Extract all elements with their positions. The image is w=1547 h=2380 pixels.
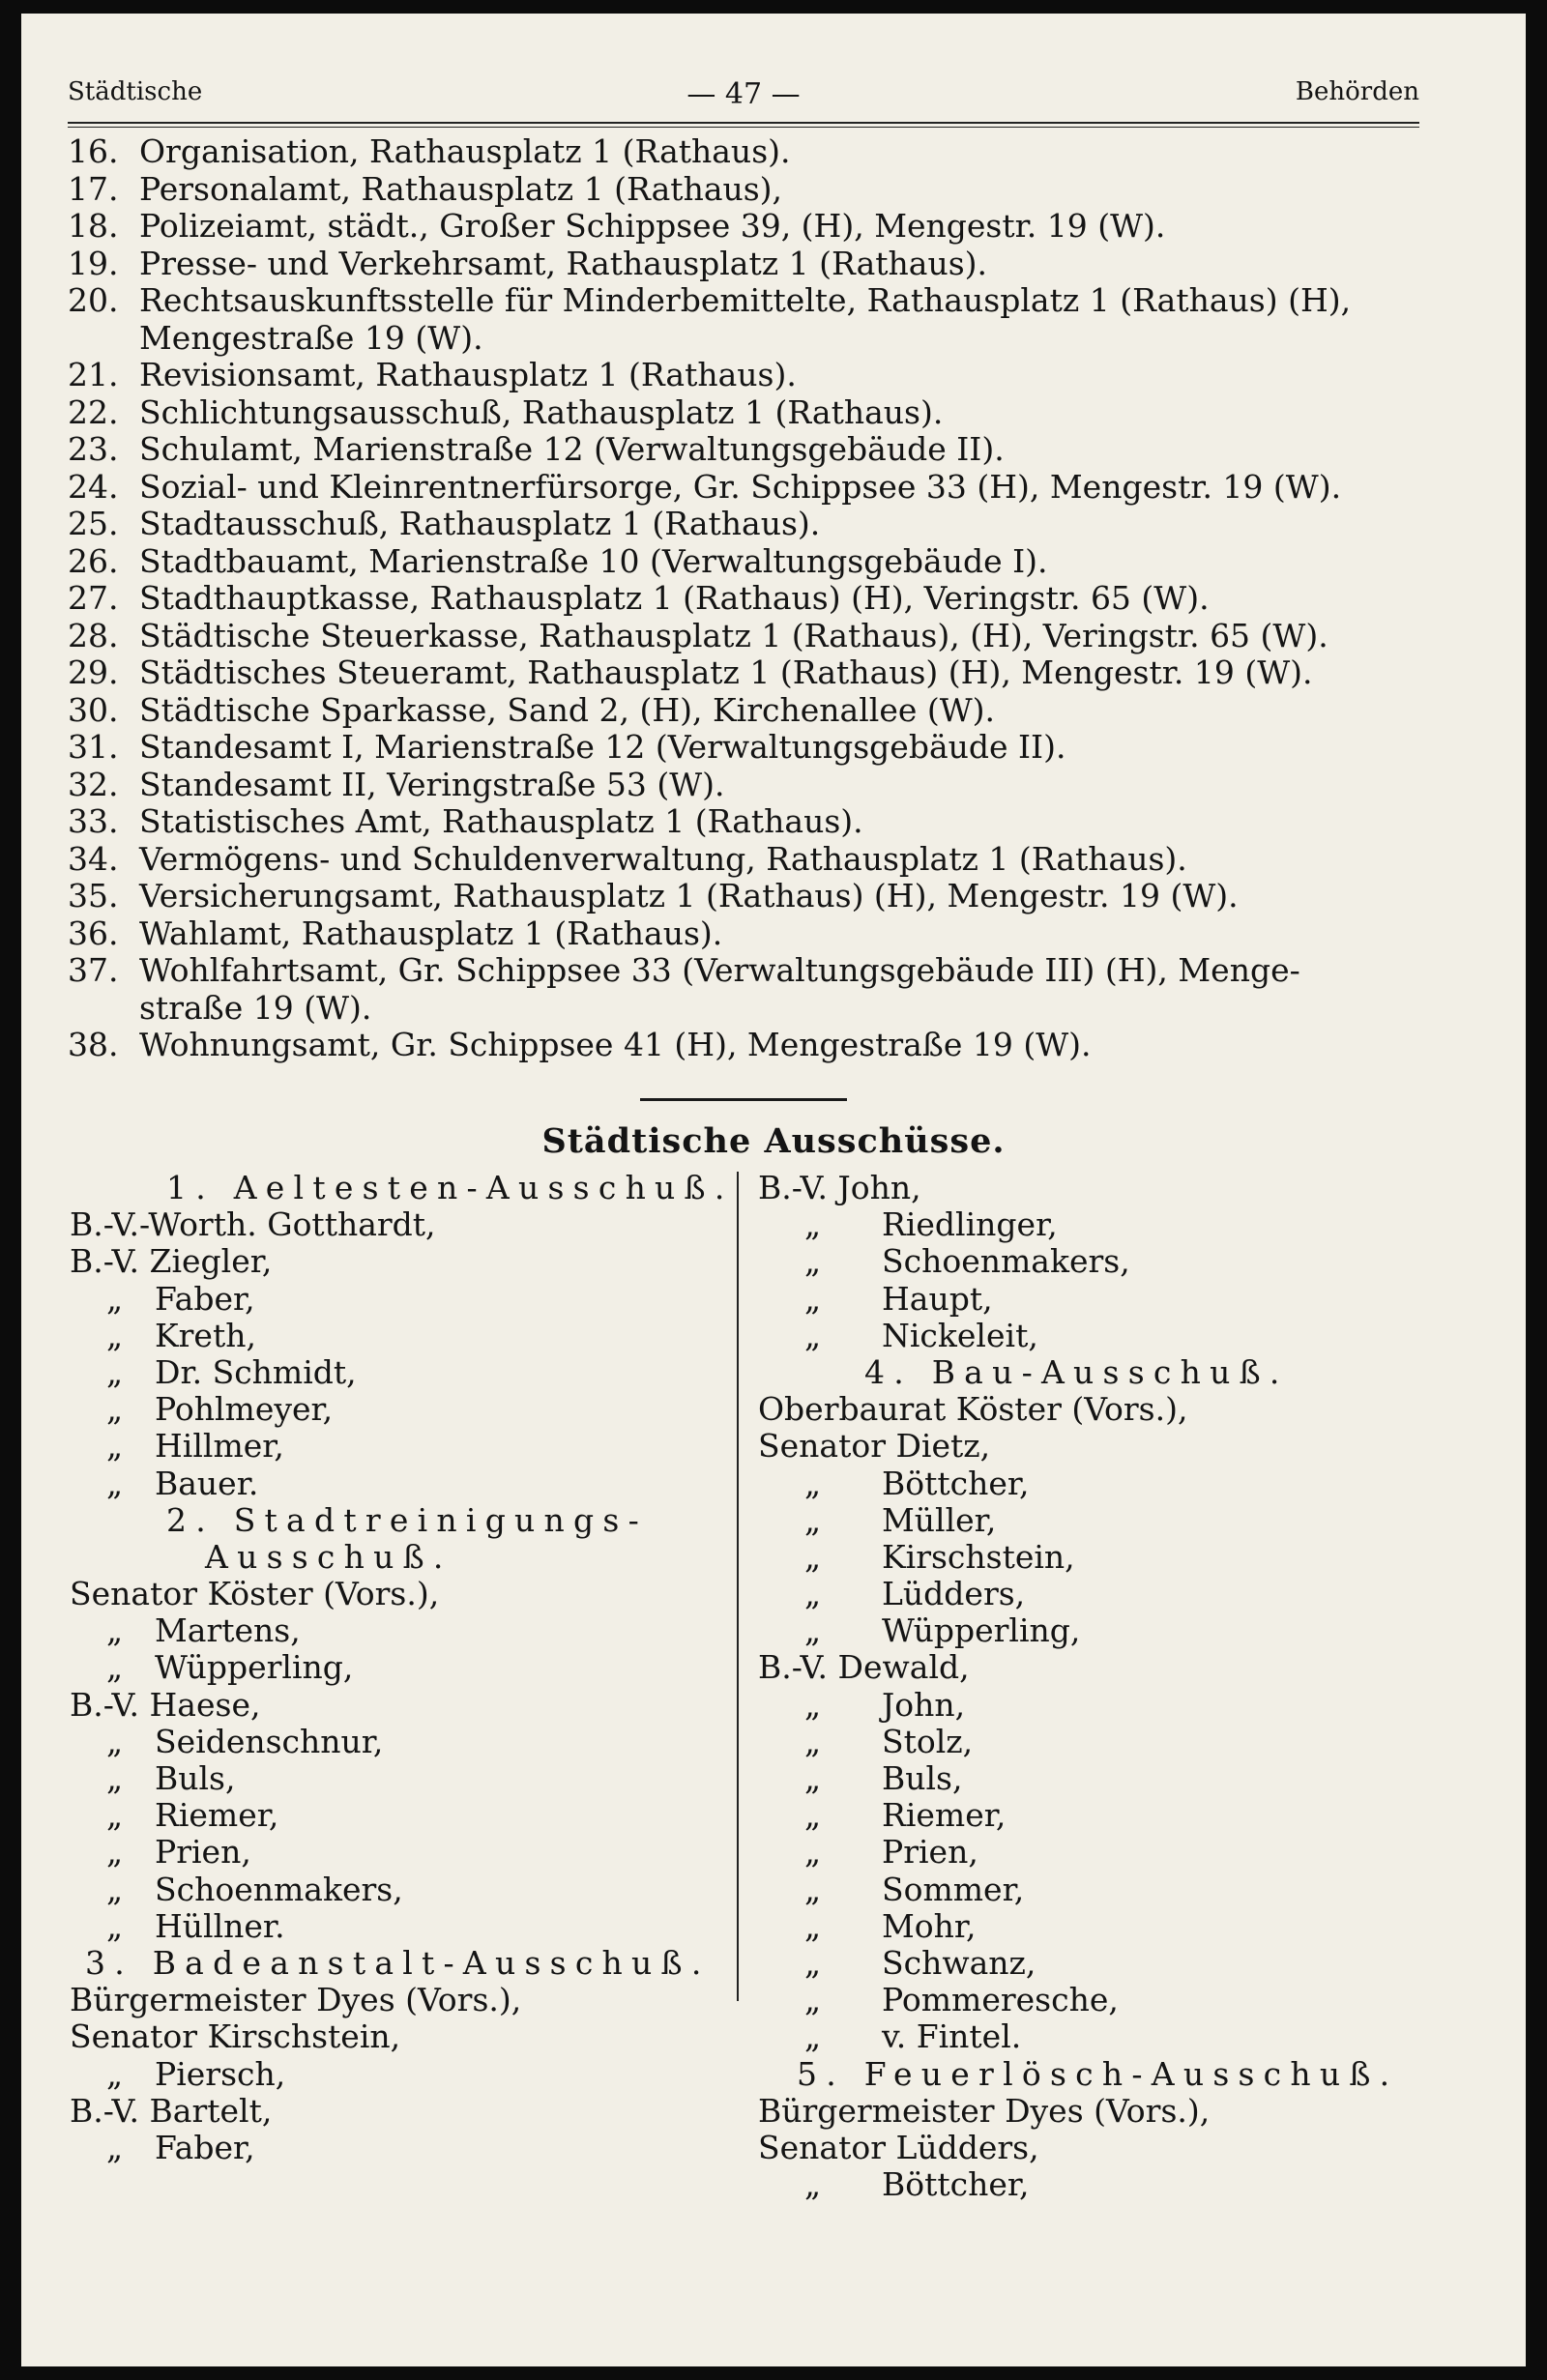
office-entry bbox=[68, 878, 1421, 915]
ditto-mark: „ bbox=[804, 1537, 822, 1576]
member-name: Bürgermeister Dyes (Vors.), bbox=[758, 2091, 1211, 2130]
committee-member bbox=[70, 1354, 737, 1391]
office-text-block bbox=[139, 506, 1421, 543]
committee-member bbox=[758, 1281, 1474, 1318]
member-name: Riemer, bbox=[882, 1796, 1007, 1835]
member-name: v. Fintel. bbox=[882, 2017, 1022, 2056]
committee-member bbox=[758, 1428, 1474, 1465]
member-name: Senator Kirschstein, bbox=[70, 2017, 401, 2056]
member-name: Schoenmakers, bbox=[155, 1870, 403, 1908]
office-text: Personalamt, Rathausplatz 1 (Rathaus), bbox=[139, 169, 783, 208]
office-number: 28. bbox=[68, 616, 119, 654]
header-right: Behörden bbox=[1295, 77, 1419, 106]
ditto-mark: „ bbox=[106, 1279, 124, 1318]
committee-member bbox=[70, 1834, 737, 1871]
office-text: Standesamt I, Marienstraße 12 (Verwaltungsgebäude II). bbox=[139, 728, 1066, 766]
office-text-block bbox=[139, 357, 1421, 394]
office-text: Städtische Sparkasse, Sand 2, (H), Kirchenallee (W). bbox=[139, 690, 996, 729]
ditto-mark: „ bbox=[804, 1205, 822, 1244]
office-entry bbox=[68, 394, 1421, 432]
office-text: Vermögens- und Schuldenverwaltung, Rathausplatz 1 (Rathaus). bbox=[139, 839, 1187, 878]
office-text-block bbox=[139, 208, 1421, 246]
office-number: 24. bbox=[68, 467, 119, 506]
member-name: Riemer, bbox=[155, 1796, 279, 1835]
office-text-block bbox=[139, 767, 1421, 804]
office-number: 16. bbox=[68, 132, 119, 170]
committee-member bbox=[70, 2130, 737, 2166]
committee-member bbox=[758, 2166, 1474, 2203]
committee-member bbox=[758, 2130, 1474, 2166]
member-name: Böttcher, bbox=[882, 2165, 1030, 2204]
ditto-mark: „ bbox=[106, 1427, 124, 1466]
ditto-mark: „ bbox=[106, 1722, 124, 1760]
office-text-block bbox=[139, 431, 1421, 469]
office-text: Schulamt, Marienstraße 12 (Verwaltungsgebäude II). bbox=[139, 430, 1005, 468]
document-page bbox=[21, 14, 1526, 2366]
member-name: Wüpperling, bbox=[155, 1648, 354, 1687]
page-number: — 47 — bbox=[686, 77, 801, 111]
member-name: Riedlinger, bbox=[882, 1205, 1058, 1244]
committee-heading bbox=[758, 1354, 1474, 1391]
office-text-block bbox=[139, 692, 1421, 730]
committee-member bbox=[70, 2056, 737, 2093]
office-text-block bbox=[139, 654, 1421, 692]
committee-member bbox=[758, 2018, 1474, 2055]
committee-heading-text: 5. Feuerlösch-Ausschuß. bbox=[797, 2054, 1399, 2093]
member-name: B.-V. John, bbox=[758, 1169, 921, 1206]
ditto-mark: „ bbox=[106, 1316, 124, 1354]
member-name: Sommer, bbox=[882, 1870, 1025, 1908]
office-entry bbox=[68, 654, 1421, 692]
member-name: Senator Dietz, bbox=[758, 1427, 991, 1466]
committee-member bbox=[758, 1982, 1474, 2018]
office-entry bbox=[68, 729, 1421, 767]
committees-left-column bbox=[70, 1170, 737, 2166]
committee-member bbox=[70, 1466, 737, 1502]
office-text-block bbox=[139, 580, 1421, 618]
office-text-block bbox=[139, 878, 1421, 915]
office-number: 19. bbox=[68, 244, 119, 282]
office-text: Wohnungsamt, Gr. Schippsee 41 (H), Mengestraße 19 (W). bbox=[139, 1026, 1092, 1063]
office-number: 25. bbox=[68, 505, 119, 542]
office-number: 22. bbox=[68, 392, 119, 431]
committee-member bbox=[70, 1206, 737, 1243]
office-entry bbox=[68, 1027, 1421, 1064]
committee-member bbox=[758, 1466, 1474, 1502]
office-number: 26. bbox=[68, 541, 119, 580]
committee-member bbox=[758, 1724, 1474, 1760]
office-entry bbox=[68, 208, 1421, 246]
committee-heading-text: 1. Aeltesten-Ausschuß. bbox=[166, 1169, 734, 1206]
committee-heading bbox=[758, 2056, 1474, 2093]
committee-member bbox=[758, 1908, 1474, 1945]
office-number: 20. bbox=[68, 281, 119, 319]
office-entry bbox=[68, 618, 1421, 655]
office-text-block bbox=[139, 729, 1421, 767]
header-rule bbox=[68, 122, 1419, 128]
committees-right-column bbox=[758, 1170, 1474, 2203]
office-number: 34. bbox=[68, 839, 119, 878]
committee-member bbox=[70, 1281, 737, 1318]
committee-member bbox=[758, 1687, 1474, 1724]
committee-heading bbox=[70, 1502, 737, 1539]
office-text-block bbox=[139, 133, 1421, 171]
member-name: Buls, bbox=[155, 1759, 236, 1797]
office-text-block bbox=[139, 282, 1421, 357]
committee-heading bbox=[70, 1170, 737, 1206]
member-name: Kreth, bbox=[155, 1316, 256, 1354]
office-entry bbox=[68, 357, 1421, 394]
member-name: Piersch, bbox=[155, 2054, 286, 2093]
committee-member bbox=[758, 1576, 1474, 1612]
office-text: Organisation, Rathausplatz 1 (Rathaus). bbox=[139, 132, 791, 170]
member-name: B.-V. Dewald, bbox=[758, 1648, 970, 1687]
ditto-mark: „ bbox=[804, 1796, 822, 1835]
ditto-mark: „ bbox=[106, 1464, 124, 1502]
ditto-mark: „ bbox=[804, 1870, 822, 1908]
member-name: Böttcher, bbox=[882, 1464, 1030, 1502]
office-entry bbox=[68, 431, 1421, 469]
member-name: Haupt, bbox=[882, 1279, 993, 1318]
committee-member bbox=[758, 1318, 1474, 1354]
ditto-mark: „ bbox=[804, 1464, 822, 1502]
office-number: 37. bbox=[68, 951, 119, 989]
member-name: B.-V. Ziegler, bbox=[70, 1242, 273, 1281]
office-text: Versicherungsamt, Rathausplatz 1 (Rathaus) (H), Mengestr. 19 (W). bbox=[139, 877, 1239, 914]
column-divider bbox=[737, 1172, 739, 2001]
member-name: Oberbaurat Köster (Vors.), bbox=[758, 1390, 1188, 1429]
ditto-mark: „ bbox=[804, 1943, 822, 1982]
committee-member bbox=[70, 1428, 737, 1465]
office-text-block bbox=[139, 915, 1421, 953]
office-number: 36. bbox=[68, 914, 119, 952]
office-entry bbox=[68, 580, 1421, 618]
running-header bbox=[68, 77, 1419, 116]
committee-member bbox=[70, 1612, 737, 1649]
member-name: Wüpperling, bbox=[882, 1611, 1081, 1650]
committee-member bbox=[70, 1797, 737, 1834]
office-text: Statistisches Amt, Rathausplatz 1 (Rathaus). bbox=[139, 802, 863, 840]
member-name: Stolz, bbox=[882, 1722, 974, 1760]
office-text-block bbox=[139, 952, 1421, 1027]
member-name: Pohlmeyer, bbox=[155, 1390, 334, 1429]
committee-member bbox=[70, 1908, 737, 1945]
committee-member bbox=[758, 1945, 1474, 1982]
office-entry bbox=[68, 246, 1421, 283]
ditto-mark: „ bbox=[106, 1796, 124, 1835]
ditto-mark: „ bbox=[804, 2165, 822, 2204]
member-name: Lüdders, bbox=[882, 1575, 1026, 1613]
office-entry bbox=[68, 506, 1421, 543]
office-text: Revisionsamt, Rathausplatz 1 (Rathaus). bbox=[139, 356, 797, 393]
ditto-mark: „ bbox=[804, 1575, 822, 1613]
committee-member bbox=[758, 1612, 1474, 1649]
section-separator bbox=[640, 1098, 847, 1101]
ditto-mark: „ bbox=[804, 2017, 822, 2056]
office-text: Wahlamt, Rathausplatz 1 (Rathaus). bbox=[139, 914, 723, 952]
office-text: Sozial- und Kleinrentnerfürsorge, Gr. Schippsee 33 (H), Mengestr. 19 (W). bbox=[139, 467, 1342, 506]
office-number: 21. bbox=[68, 356, 119, 393]
ditto-mark: „ bbox=[106, 1833, 124, 1872]
committee-member bbox=[70, 1724, 737, 1760]
office-entry bbox=[68, 767, 1421, 804]
office-number: 27. bbox=[68, 579, 119, 617]
ditto-mark: „ bbox=[106, 1870, 124, 1908]
office-text: Rechtsauskunftsstelle für Minderbemittelte, Rathausplatz 1 (Rathaus) (H), bbox=[139, 281, 1352, 319]
committee-member bbox=[758, 1539, 1474, 1576]
committee-member bbox=[70, 1391, 737, 1428]
ditto-mark: „ bbox=[106, 2128, 124, 2166]
ditto-mark: „ bbox=[106, 1352, 124, 1391]
committee-member bbox=[70, 1687, 737, 1724]
office-text-block bbox=[139, 469, 1421, 507]
office-text: Standesamt II, Veringstraße 53 (W). bbox=[139, 765, 725, 803]
office-number: 32. bbox=[68, 765, 119, 803]
office-text-block bbox=[139, 618, 1421, 655]
member-name: Bauer. bbox=[155, 1464, 259, 1502]
office-text: Wohlfahrtsamt, Gr. Schippsee 33 (Verwaltungsgebäude III) (H), Menge- bbox=[139, 951, 1300, 989]
office-text: Stadtausschuß, Rathausplatz 1 (Rathaus). bbox=[139, 505, 821, 542]
office-text: Städtische Steuerkasse, Rathausplatz 1 (Rathaus), (H), Veringstr. 65 (W). bbox=[139, 616, 1328, 654]
ditto-mark: „ bbox=[106, 1759, 124, 1797]
office-number: 23. bbox=[68, 430, 119, 468]
ditto-mark: „ bbox=[106, 1648, 124, 1687]
committee-member bbox=[758, 1502, 1474, 1539]
committee-member bbox=[758, 1872, 1474, 1908]
committee-heading-text: 3. Badeanstalt-Ausschuß. bbox=[85, 1943, 711, 1982]
office-entry bbox=[68, 841, 1421, 879]
office-entry bbox=[68, 171, 1421, 209]
office-text-block bbox=[139, 803, 1421, 841]
ditto-mark: „ bbox=[106, 1611, 124, 1650]
office-entry bbox=[68, 915, 1421, 953]
office-text-block bbox=[139, 394, 1421, 432]
office-entry bbox=[68, 803, 1421, 841]
office-number: 38. bbox=[68, 1026, 119, 1063]
office-text: Polizeiamt, städt., Großer Schippsee 39, (H), Mengestr. 19 (W). bbox=[139, 207, 1166, 245]
member-name: John, bbox=[882, 1685, 966, 1724]
ditto-mark: „ bbox=[804, 1316, 822, 1354]
member-name: Martens, bbox=[155, 1611, 301, 1650]
committee-member bbox=[758, 1834, 1474, 1871]
office-number: 29. bbox=[68, 653, 119, 691]
office-entry bbox=[68, 133, 1421, 171]
member-name: Kirschstein, bbox=[882, 1537, 1075, 1576]
committee-member bbox=[758, 1760, 1474, 1797]
committee-heading-text: 2. Stadtreinigungs- bbox=[166, 1500, 648, 1539]
office-text-block bbox=[139, 841, 1421, 879]
member-name: Senator Lüdders, bbox=[758, 2128, 1039, 2166]
ditto-mark: „ bbox=[106, 2054, 124, 2093]
member-name: Nickeleit, bbox=[882, 1316, 1038, 1354]
office-entry bbox=[68, 952, 1421, 1027]
committee-member bbox=[70, 1649, 737, 1686]
office-text-continuation: Mengestraße 19 (W). bbox=[139, 318, 483, 357]
member-name: Pommeresche, bbox=[882, 1981, 1119, 2019]
ditto-mark: „ bbox=[804, 1981, 822, 2019]
office-number: 17. bbox=[68, 169, 119, 208]
member-name: Mohr, bbox=[882, 1906, 977, 1945]
committee-heading-text: Ausschuß. bbox=[205, 1537, 452, 1576]
committee-member bbox=[758, 1391, 1474, 1428]
committee-member bbox=[758, 1206, 1474, 1243]
member-name: Dr. Schmidt, bbox=[155, 1352, 357, 1391]
member-name: Schoenmakers, bbox=[882, 1242, 1130, 1281]
office-entry bbox=[68, 282, 1421, 357]
member-name: Faber, bbox=[155, 2128, 255, 2166]
committee-member bbox=[70, 1982, 737, 2018]
office-number: 30. bbox=[68, 690, 119, 729]
ditto-mark: „ bbox=[106, 1906, 124, 1945]
committee-member bbox=[758, 1243, 1474, 1280]
ditto-mark: „ bbox=[804, 1906, 822, 1945]
committee-member bbox=[758, 2093, 1474, 2130]
committee-member bbox=[70, 1576, 737, 1612]
office-number: 31. bbox=[68, 728, 119, 766]
office-text-continuation: straße 19 (W). bbox=[139, 988, 372, 1027]
member-name: Prien, bbox=[882, 1833, 978, 1872]
member-name: B.-V. Haese, bbox=[70, 1685, 261, 1724]
member-name: Müller, bbox=[882, 1500, 997, 1539]
committee-member bbox=[758, 1649, 1474, 1686]
office-entry bbox=[68, 469, 1421, 507]
office-text: Stadtbauamt, Marienstraße 10 (Verwaltungsgebäude I). bbox=[139, 541, 1048, 580]
committee-heading bbox=[70, 1539, 737, 1576]
office-text: Presse- und Verkehrsamt, Rathausplatz 1 (Rathaus). bbox=[139, 244, 987, 282]
committee-heading bbox=[70, 1945, 737, 1982]
member-name: Hüllner. bbox=[155, 1906, 285, 1945]
member-name: Senator Köster (Vors.), bbox=[70, 1575, 440, 1613]
committee-member bbox=[70, 2018, 737, 2055]
office-text: Schlichtungsausschuß, Rathausplatz 1 (Rathaus). bbox=[139, 392, 944, 431]
committee-member bbox=[70, 1318, 737, 1354]
office-text: Stadthauptkasse, Rathausplatz 1 (Rathaus) (H), Veringstr. 65 (W). bbox=[139, 579, 1210, 617]
office-entry bbox=[68, 543, 1421, 581]
office-entry bbox=[68, 692, 1421, 730]
ditto-mark: „ bbox=[804, 1759, 822, 1797]
committee-member bbox=[758, 1797, 1474, 1834]
office-text-block bbox=[139, 171, 1421, 209]
office-list bbox=[68, 133, 1421, 1064]
committee-heading-text: 4. Bau-Ausschuß. bbox=[864, 1352, 1289, 1391]
section-title: Städtische Ausschüsse. bbox=[541, 1121, 1006, 1161]
member-name: B.-V. Bartelt, bbox=[70, 2091, 273, 2130]
office-text-block bbox=[139, 1027, 1421, 1064]
ditto-mark: „ bbox=[804, 1279, 822, 1318]
ditto-mark: „ bbox=[804, 1242, 822, 1281]
member-name: Bürgermeister Dyes (Vors.), bbox=[70, 1981, 522, 2019]
committee-member bbox=[758, 1170, 1474, 1206]
member-name: Hillmer, bbox=[155, 1427, 284, 1466]
member-name: Faber, bbox=[155, 1279, 255, 1318]
member-name: Buls, bbox=[882, 1759, 963, 1797]
office-number: 33. bbox=[68, 802, 119, 840]
committee-member bbox=[70, 2093, 737, 2130]
office-number: 35. bbox=[68, 877, 119, 914]
ditto-mark: „ bbox=[804, 1685, 822, 1724]
ditto-mark: „ bbox=[106, 1390, 124, 1429]
member-name: Seidenschnur, bbox=[155, 1722, 384, 1760]
office-number: 18. bbox=[68, 207, 119, 245]
member-name: Schwanz, bbox=[882, 1943, 1036, 1982]
ditto-mark: „ bbox=[804, 1500, 822, 1539]
office-text-block bbox=[139, 246, 1421, 283]
header-left: Städtische bbox=[68, 77, 203, 106]
office-text-block bbox=[139, 543, 1421, 581]
committee-member bbox=[70, 1760, 737, 1797]
ditto-mark: „ bbox=[804, 1611, 822, 1650]
ditto-mark: „ bbox=[804, 1833, 822, 1872]
member-name: B.-V.-Worth. Gotthardt, bbox=[70, 1205, 436, 1244]
committee-member bbox=[70, 1872, 737, 1908]
office-text: Städtisches Steueramt, Rathausplatz 1 (Rathaus) (H), Mengestr. 19 (W). bbox=[139, 653, 1313, 691]
ditto-mark: „ bbox=[804, 1722, 822, 1760]
member-name: Prien, bbox=[155, 1833, 251, 1872]
committee-member bbox=[70, 1243, 737, 1280]
